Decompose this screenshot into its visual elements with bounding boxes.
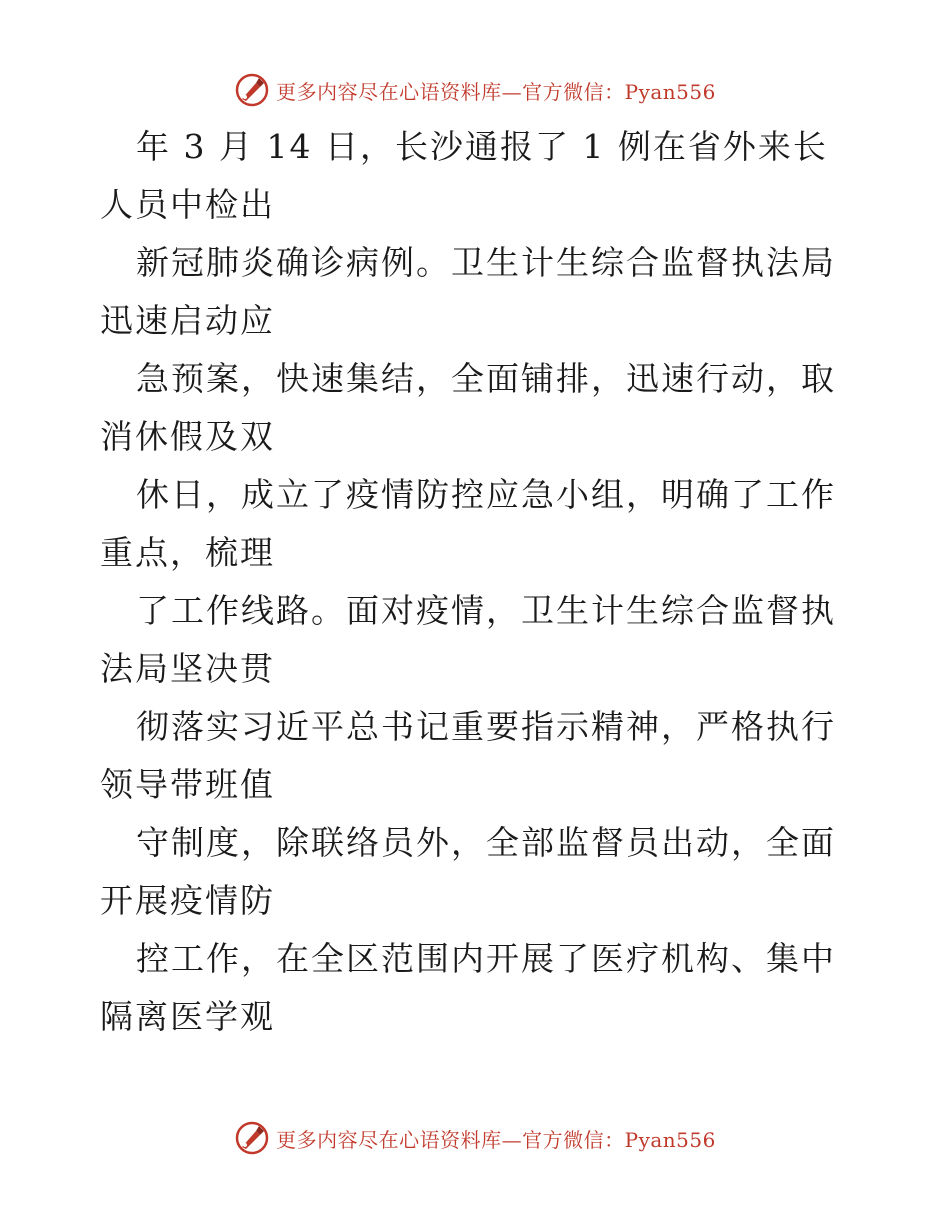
footer-banner (0, 1118, 950, 1158)
banner-text: 更多内容尽在心语资料库—官方微信：Pyan556 (276, 1127, 716, 1152)
paragraph-line: 彻落实习近平总书记重要指示精神，严格执行领导带班值 (100, 707, 836, 804)
paragraph-line: 了工作线路。面对疫情，卫生计生综合监督执法局坚决贯 (100, 591, 836, 688)
header-banner (0, 70, 950, 110)
pen-logo-icon (234, 1120, 270, 1156)
paragraph-line: 休日，成立了疫情防控应急小组，明确了工作重点，梳理 (100, 475, 836, 572)
paragraph-line: 新冠肺炎确诊病例。卫生计生综合监督执法局迅速启动应 (100, 243, 836, 340)
paragraph-line: 急预案，快速集结，全面铺排，迅速行动，取消休假及双 (100, 359, 836, 456)
pen-logo-icon (234, 72, 270, 108)
paragraph-line: 守制度，除联络员外，全部监督员出动，全面开展疫情防 (100, 823, 836, 920)
banner-text: 更多内容尽在心语资料库—官方微信：Pyan556 (276, 79, 716, 104)
paragraph-line: 控工作，在全区范围内开展了医疗机构、集中隔离医学观 (100, 939, 836, 1036)
document-body (100, 118, 860, 1046)
paragraph-line: 年 3 月 14 日，长沙通报了 1 例在省外来长人员中检出 (100, 127, 828, 224)
